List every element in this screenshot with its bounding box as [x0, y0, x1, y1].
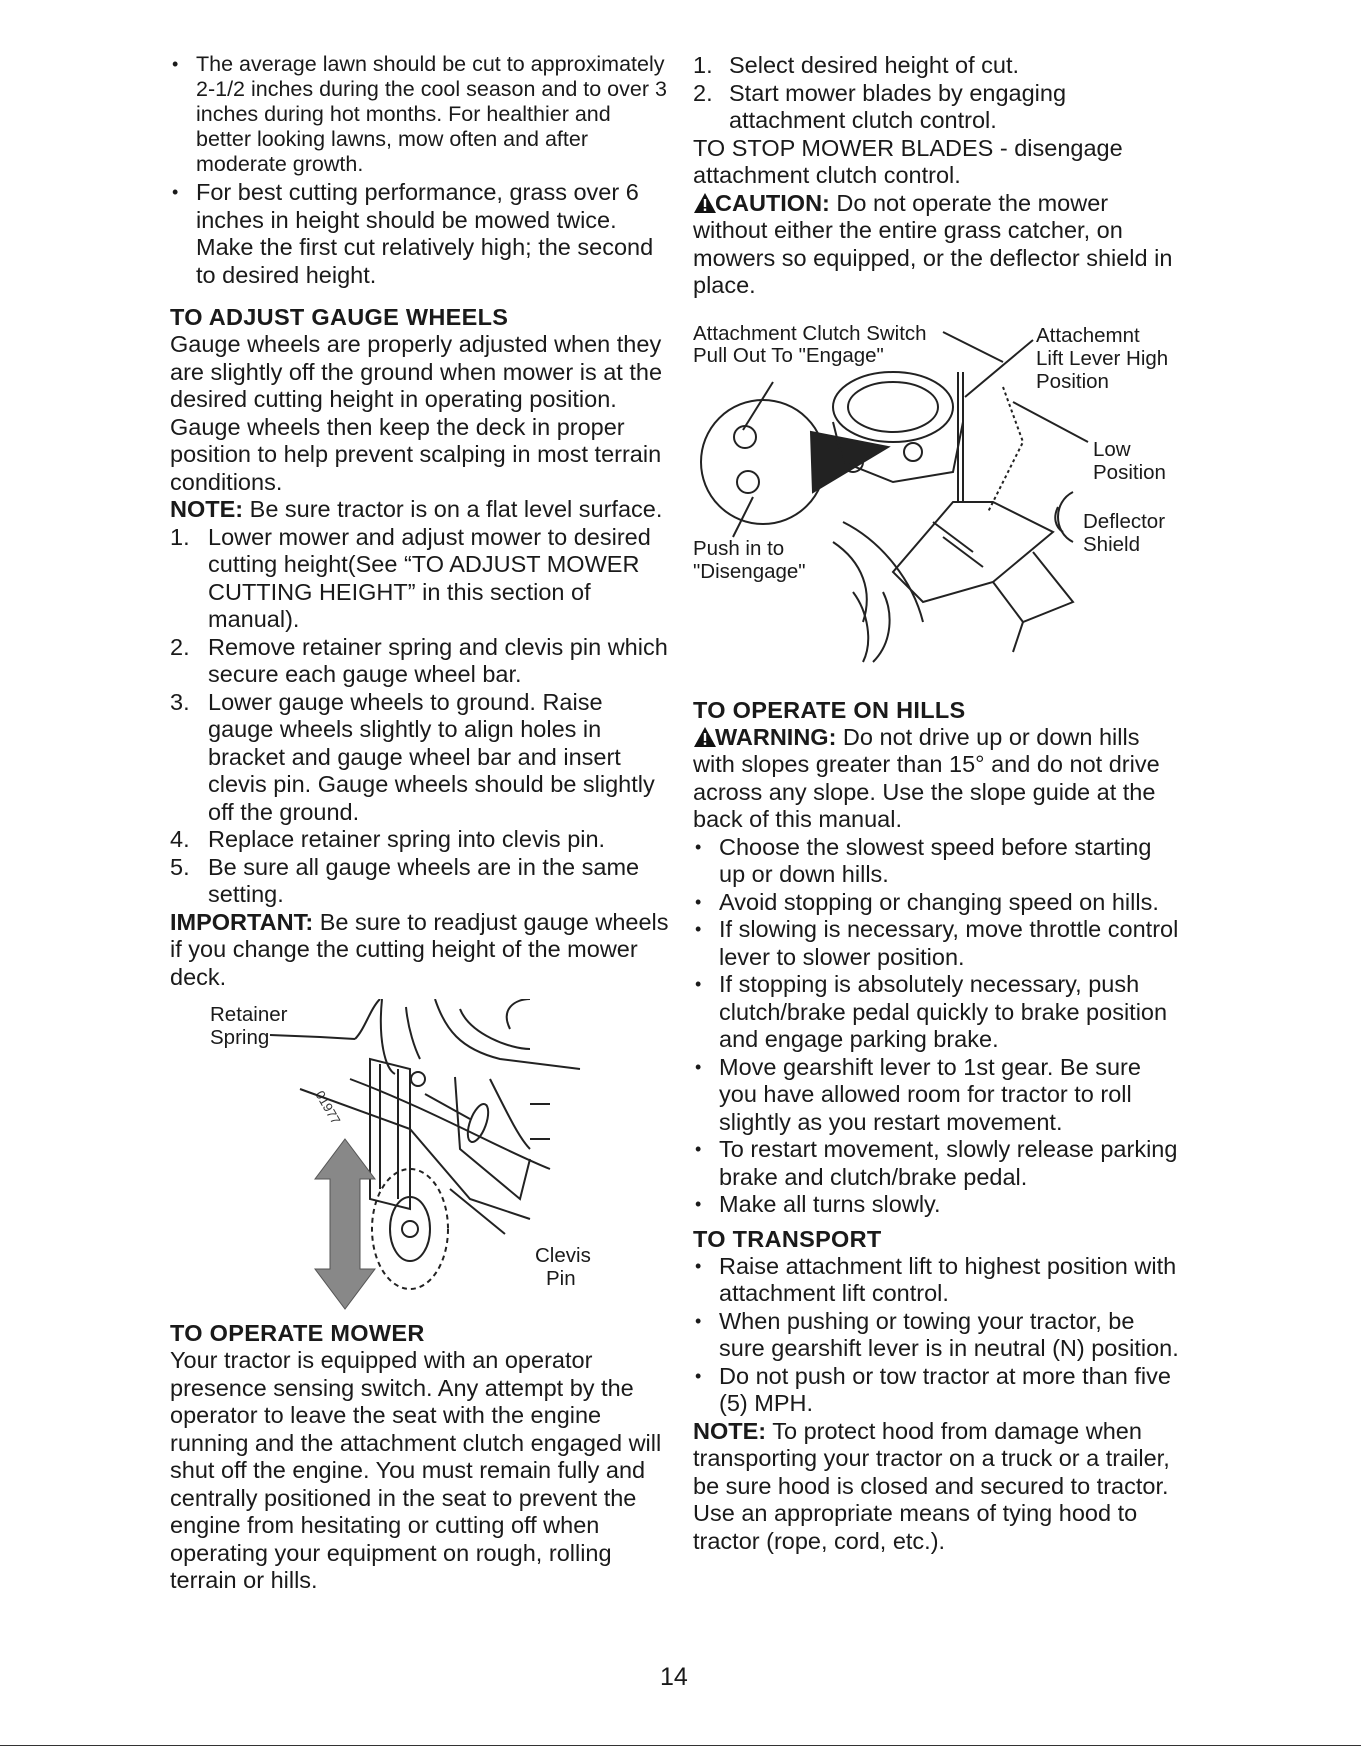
hills-list [693, 834, 1183, 1219]
note: NOTE: To protect hood from damage when transporting your tractor on a truck or a trailer, be sure hood is closed and secured to tractor. Use an appropriate means of tying hood to tractor (rope, cord, etc.). [693, 1417, 1170, 1554]
transport-list [693, 1253, 1183, 1418]
figure-label: Shield [1083, 532, 1140, 556]
list-item: • If stopping is absolutely necessary, push clutch/brake pedal quickly to brake position and engage parking brake. [693, 971, 1183, 1054]
figure-label: Attachemnt [1036, 323, 1140, 347]
section-heading: TO OPERATE MOWER [170, 1320, 425, 1346]
figure-label: Pull Out To "Engage" [693, 343, 884, 367]
divider [0, 1745, 1361, 1746]
list-item: 3. Lower gauge wheels to ground. Raise gauge wheels slightly to align holes in bracket and gauge wheel bar and insert clevis pin. Gauge wheels should be slightly off the ground. [170, 688, 655, 825]
paragraph: TO STOP MOWER BLADES - disengage attachment clutch control. [693, 134, 1123, 188]
figure-label: Lift Lever High [1036, 346, 1169, 370]
warning-note: WARNING: Do not drive up or down hills with slopes greater than 15° and do not drive across any slope. Use the slope guide at the back of this manual. [693, 723, 1160, 832]
list-item: 4. Replace retainer spring into clevis pin. [170, 826, 606, 852]
list-item: • Choose the slowest speed before starting up or down hills. [693, 834, 1183, 889]
list-item: • Avoid stopping or changing speed on hills. [693, 889, 1183, 917]
figure-label: Clevis [535, 1244, 591, 1267]
important-note: IMPORTANT: Be sure to readjust gauge wheels if you change the cutting height of the mower deck. [170, 908, 669, 990]
page-number: 14 [660, 1663, 688, 1691]
figure-label: Retainer [210, 1003, 288, 1026]
tractor-controls-figure [693, 322, 1183, 692]
tractor-drawing [693, 322, 1183, 692]
note: NOTE: Be sure tractor is on a flat level surface. [170, 496, 663, 522]
right-column [693, 52, 1183, 1555]
figure-code: 01977 [312, 1088, 344, 1127]
figure-label: Pin [546, 1267, 576, 1290]
list-item: • Raise attachment lift to highest position with attachment lift control. [693, 1253, 1183, 1308]
list-item: • Do not push or tow tractor at more than five (5) MPH. [693, 1363, 1183, 1418]
list-item: 1. Lower mower and adjust mower to desired cutting height(See “TO ADJUST MOWER CUTTING HEIGHT” in this section of manual). [170, 523, 651, 632]
section-heading: TO TRANSPORT [693, 1225, 882, 1252]
left-column [170, 52, 670, 1595]
caution-note: CAUTION: Do not operate the mower without either the entire grass catcher, on mowers so equipped, or the deflector shield in place. [693, 189, 1173, 298]
paragraph: Your tractor is equipped with an operator presence sensing switch. Any attempt by the operator to leave the seat with the engine running and the attachment clutch engaged will shut off the engine. You must remain fully and centrally positioned in the seat to prevent the engine from hesitating or cutting off when operating your equipment on rough, rolling terrain or hills. [170, 1347, 662, 1593]
section-heading: TO ADJUST GAUGE WHEELS [170, 304, 509, 330]
figure-label: "Disengage" [693, 559, 806, 583]
list-item: • When pushing or towing your tractor, be sure gearshift lever is in neutral (N) position. [693, 1308, 1183, 1363]
figure-label: Position [1093, 460, 1166, 484]
figure-label: Spring [210, 1026, 270, 1049]
warning-triangle-icon [693, 192, 717, 214]
list-item: 5. Be sure all gauge wheels are in the same setting. [170, 853, 640, 907]
warning-triangle-icon [693, 726, 717, 748]
figure-label: Deflector [1083, 509, 1166, 533]
list-item: 2. Remove retainer spring and clevis pin which secure each gauge wheel bar. [170, 633, 668, 687]
gauge-wheel-figure [170, 999, 670, 1319]
list-item: • Move gearshift lever to 1st gear. Be sure you have allowed room for tractor to roll slightly as you restart movement. [693, 1054, 1183, 1137]
gauge-steps [170, 524, 670, 909]
list-item: • Make all turns slowly. [693, 1191, 1183, 1219]
gauge-wheel-drawing [170, 999, 670, 1319]
paragraph: Gauge wheels are properly adjusted when they are slightly off the ground when mower is at the desired cutting height in operating position. Gauge wheels then keep the deck in proper position to help prevent scalping in most terrain conditions. [170, 331, 663, 495]
list-item: 2. Start mower blades by engaging attachment clutch control. [693, 79, 1067, 133]
list-item: 1. Select desired height of cut. [693, 52, 1020, 78]
figure-label: Position [1036, 369, 1109, 393]
figure-label: Push in to [693, 536, 785, 560]
list-item: • For best cutting performance, grass over 6 inches in height should be mowed twice. Make the first cut relatively high; the second to desired height. [170, 179, 670, 289]
figure-label: Low [1093, 437, 1131, 461]
list-item: • If slowing is necessary, move throttle control lever to slower position. [693, 916, 1183, 971]
section-heading: TO OPERATE ON HILLS [693, 696, 966, 723]
figure-label: Attachment Clutch Switch [693, 321, 927, 345]
list-item: • To restart movement, slowly release parking brake and clutch/brake pedal. [693, 1136, 1183, 1191]
list-item: • The average lawn should be cut to approximately 2-1/2 inches during the cool season and to over 3 inches during hot months. For healthier and better looking lawns, mow often and after moderate growth. [170, 52, 670, 177]
